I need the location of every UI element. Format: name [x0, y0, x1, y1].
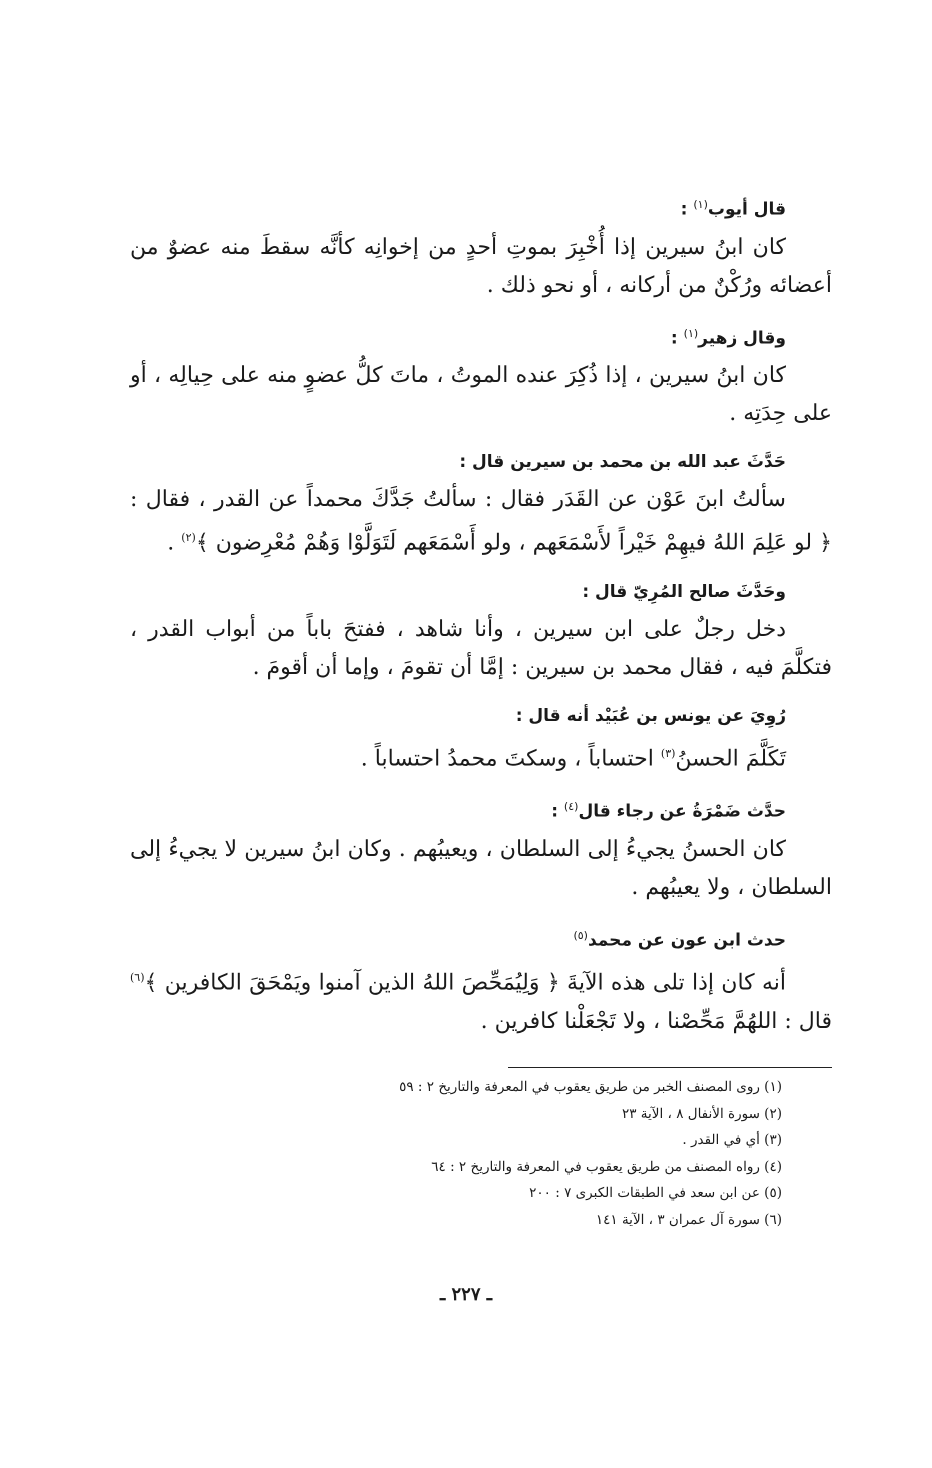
paragraph-tail: . — [167, 530, 182, 556]
heading-text: وقال زهير — [698, 328, 786, 349]
heading-colon: : — [680, 199, 694, 220]
section-abdullah — [130, 447, 832, 562]
paragraph-text: سألتُ ابنَ عَوْن عن القَدَر فقال : سألتُ جَدَّكَ محمداً عن القدر ، فقال : ﴿ لو عَلِمَ اللهُ فيهِمْ خَيْراً لأَسْمَعَهم ، ولو أَسْمَعَهم لَتَوَلَّوْا وَهُمْ مُعْرِضون ﴾ — [130, 487, 832, 556]
section-salih — [130, 577, 832, 687]
footnote-divider — [508, 1067, 832, 1068]
page-body — [130, 190, 832, 1055]
heading-text: قال أيوب — [707, 199, 786, 220]
section-heading — [130, 190, 832, 225]
paragraph-text: تَكَلَّمَ الحسنُ — [675, 745, 786, 771]
heading-colon: : — [670, 328, 684, 349]
paragraph-tail: قال : اللهُمَّ مَحِّصْنا ، ولا تَجْعَلْنا كافرين . — [480, 1008, 832, 1034]
footnote-ref[interactable]: (٦) — [130, 971, 145, 985]
footnote-item: (٦) سورة آل عمران ٣ ، الآية ١٤١ — [595, 1211, 782, 1228]
heading-colon: : — [551, 801, 564, 822]
footnote-item: (٤) رواه المصنف من طريق يعقوب في المعرفة والتاريخ ٢ : ٦٤ — [431, 1158, 782, 1175]
heading-text: حدَّث ضَمْرَةُ عن رجاء قال — [578, 801, 786, 822]
section-paragraph: كان الحسنُ يجيءُ إلى السلطان ، ويعيبُهم . وكان ابنُ سيرين لا يجيءُ إلى السلطان ، ولا يعيبُهم . — [130, 836, 832, 900]
section-ibn-awn — [130, 921, 832, 1041]
footnote-item: (١) روى المصنف الخبر من طريق يعقوب في المعرفة والتاريخ ٢ : ٥٩ — [399, 1079, 782, 1095]
page-number: ـ ٢٢٧ ـ — [439, 1284, 493, 1305]
footnote-item: (٥) عن ابن سعد في الطبقات الكبرى ٧ : ٢٠٠ — [529, 1185, 782, 1201]
footnote-ref[interactable]: (٤) — [563, 799, 579, 813]
paragraph-text: أنه كان إذا تلى هذه الآيةَ ﴿ وَلِيُمَحِّصَ اللهُ الذين آمنوا ويَمْحَقَ الكافرين ﴾ — [144, 970, 786, 996]
footnote-ref[interactable]: (٢) — [181, 531, 196, 545]
section-ayyub — [130, 190, 832, 305]
footnote-item: (٢) سورة الأنفال ٨ ، الآية ٢٣ — [622, 1105, 782, 1122]
section-paragraph — [130, 481, 832, 562]
section-heading: وحَدَّثَ صالح المُرِيّ قال : — [582, 581, 786, 602]
heading-text: حدث ابن عون عن محمد — [587, 930, 786, 951]
paragraph-tail: احتساباً ، وسكتَ محمدُ احتساباً . — [360, 745, 661, 771]
footnote-ref[interactable]: (٥) — [573, 928, 588, 942]
section-paragraph: دخل رجلٌ على ابن سيرين ، وأنا شاهد ، ففتحَ باباً من أبواب القدر ، فتكلَّمَ فيه ، فقال محمد بن سيرين : إمَّا أن تقومَ ، وإما أن أقومَ . — [130, 616, 832, 680]
section-heading — [130, 792, 832, 827]
section-heading — [130, 921, 832, 956]
section-paragraph — [130, 735, 832, 778]
section-damra — [130, 792, 832, 907]
section-heading: رُوِيَ عن يونس بن عُبَيْد أنه قال : — [515, 705, 786, 726]
footnotes-list — [300, 1074, 782, 1233]
section-paragraph: كان ابنُ سيرين ، إذا ذُكِرَ عنده الموتُ ، ماتَ كلُّ عضوٍ منه على حِيالِه ، أو على حِدَتِه . — [130, 363, 832, 427]
section-heading: حَدَّثَ عبد الله بن محمد بن سيرين قال : — [459, 452, 786, 473]
footnote-ref[interactable]: (٣) — [660, 746, 676, 760]
section-zuhair — [130, 319, 832, 434]
section-heading — [130, 319, 832, 354]
section-paragraph — [130, 959, 832, 1040]
footnote-ref[interactable]: (١) — [683, 326, 699, 340]
footnote-item: (٣) أي في القدر . — [682, 1132, 782, 1148]
footnote-ref[interactable]: (١) — [693, 198, 708, 211]
section-yunus — [130, 701, 832, 778]
section-paragraph: كان ابنُ سيرين إذا أُخْبِرَ بموتِ أحدٍ من إخوانِه كأنَّه سقطَ منه عضوٌ من أعضائه ورُكْنٌ من أركانه ، أو نحو ذلك . — [130, 234, 832, 298]
